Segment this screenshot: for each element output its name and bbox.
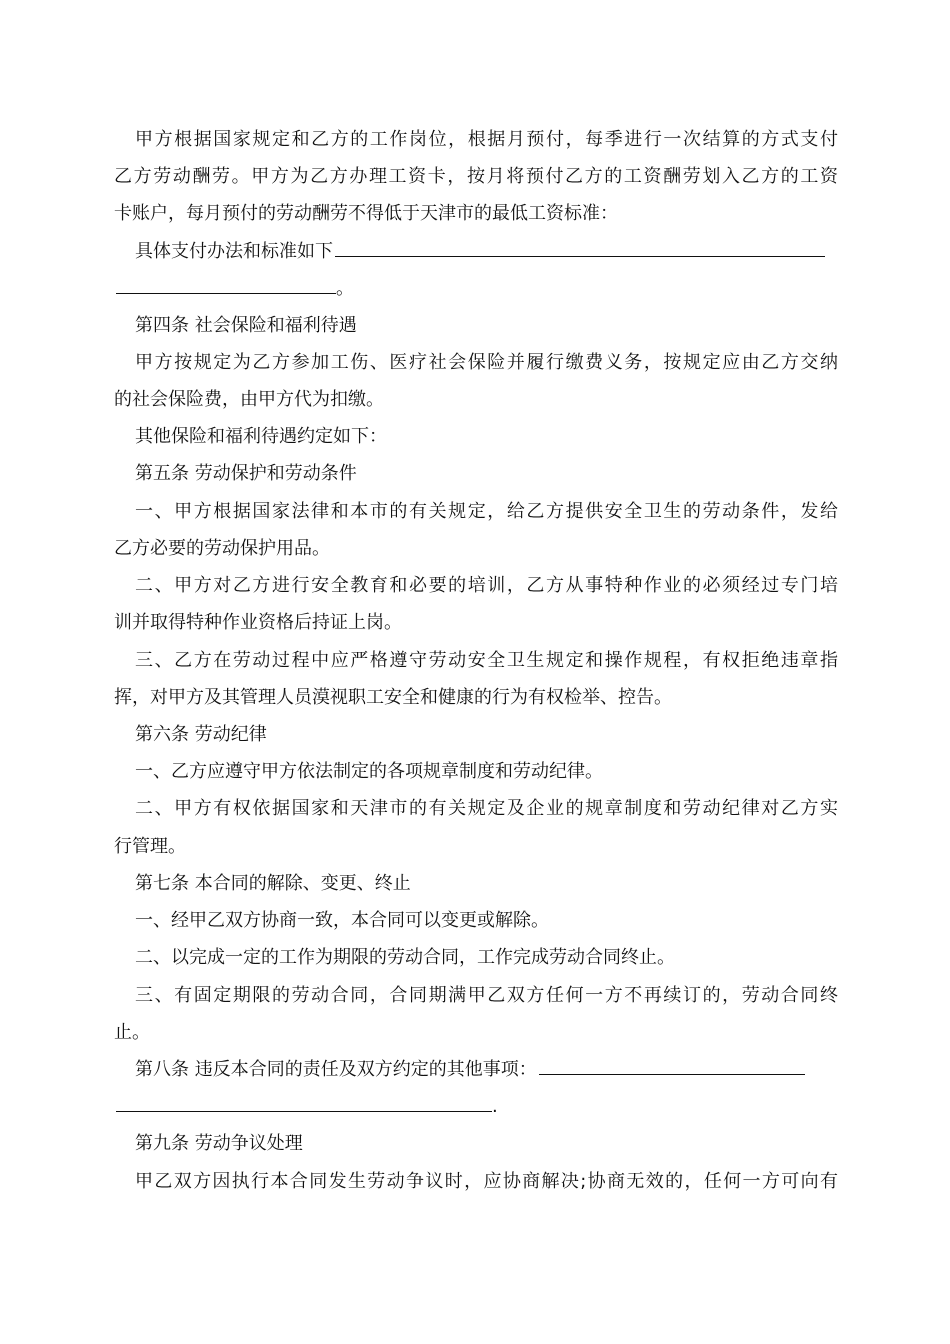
- article-heading: 第七条 本合同的解除、变更、终止: [135, 873, 411, 894]
- paragraph-line: 一、乙方应遵守甲方依法制定的各项规章制度和劳动纪律。: [135, 761, 603, 782]
- fill-in-blank[interactable]: [539, 1058, 805, 1075]
- paragraph-line: 甲乙双方因执行本合同发生劳动争议时，应协商解决;协商无效的，任何一方可向有: [135, 1171, 838, 1192]
- paragraph-line: 卡账户，每月预付的劳动酬劳不得低于天津市的最低工资标准：: [114, 203, 618, 224]
- article-heading: 第九条 劳动争议处理: [135, 1133, 303, 1154]
- fill-in-blank[interactable]: [335, 240, 825, 257]
- article-heading: 第八条 违反本合同的责任及双方约定的其他事项：: [135, 1059, 537, 1080]
- paragraph-line: 乙方必要的劳动保护用品。: [114, 538, 330, 559]
- paragraph-line: 乙方劳动酬劳。甲方为乙方办理工资卡，按月将预付乙方的工资酬劳划入乙方的工资: [114, 166, 838, 187]
- fill-in-blank[interactable]: [116, 1095, 492, 1112]
- fill-in-blank[interactable]: [116, 277, 336, 294]
- paragraph-line: 二、甲方有权依据国家和天津市的有关规定及企业的规章制度和劳动纪律对乙方实: [135, 798, 838, 819]
- paragraph-line: 二、以完成一定的工作为期限的劳动合同，工作完成劳动合同终止。: [135, 947, 675, 968]
- paragraph-line: 三、有固定期限的劳动合同，合同期满甲乙双方任何一方不再续订的，劳动合同终: [135, 985, 838, 1006]
- paragraph-line: 训并取得特种作业资格后持证上岗。: [114, 612, 402, 633]
- paragraph-line: 其他保险和福利待遇约定如下：: [135, 426, 387, 447]
- paragraph-line: 一、经甲乙双方协商一致，本合同可以变更或解除。: [135, 910, 549, 931]
- payment-method-label: 具体支付办法和标准如下: [135, 241, 333, 262]
- article-eight-continuation: [114, 1095, 498, 1119]
- article-heading: 第四条 社会保险和福利待遇: [135, 315, 357, 336]
- paragraph-line: 二、甲方对乙方进行安全教育和必要的培训，乙方从事特种作业的必须经过专门培: [135, 575, 838, 596]
- paragraph-line: 的社会保险费，由甲方代为扣缴。: [114, 389, 384, 410]
- period-mark: .: [492, 1096, 498, 1117]
- paragraph-line: 甲方根据国家规定和乙方的工作岗位，根据月预付，每季进行一次结算的方式支付: [135, 129, 838, 150]
- paragraph-line: 止。: [114, 1022, 150, 1043]
- paragraph-line: 甲方按规定为乙方参加工伤、医疗社会保险并履行缴费义务，按规定应由乙方交纳: [135, 352, 838, 373]
- payment-method-continuation: [114, 277, 354, 301]
- paragraph-line: 三、乙方在劳动过程中应严格遵守劳动安全卫生规定和操作规程，有权拒绝违章指: [135, 650, 838, 671]
- payment-method-line: [135, 240, 825, 264]
- article-eight-line: [135, 1058, 805, 1082]
- paragraph-line: 挥，对甲方及其管理人员漠视职工安全和健康的行为有权检举、控告。: [114, 687, 672, 708]
- article-heading: 第五条 劳动保护和劳动条件: [135, 463, 357, 484]
- paragraph-line: 行管理。: [114, 836, 186, 857]
- paragraph-line: 一、甲方根据国家法律和本市的有关规定，给乙方提供安全卫生的劳动条件，发给: [135, 501, 838, 522]
- period-mark: 。: [336, 278, 354, 299]
- article-heading: 第六条 劳动纪律: [135, 724, 267, 745]
